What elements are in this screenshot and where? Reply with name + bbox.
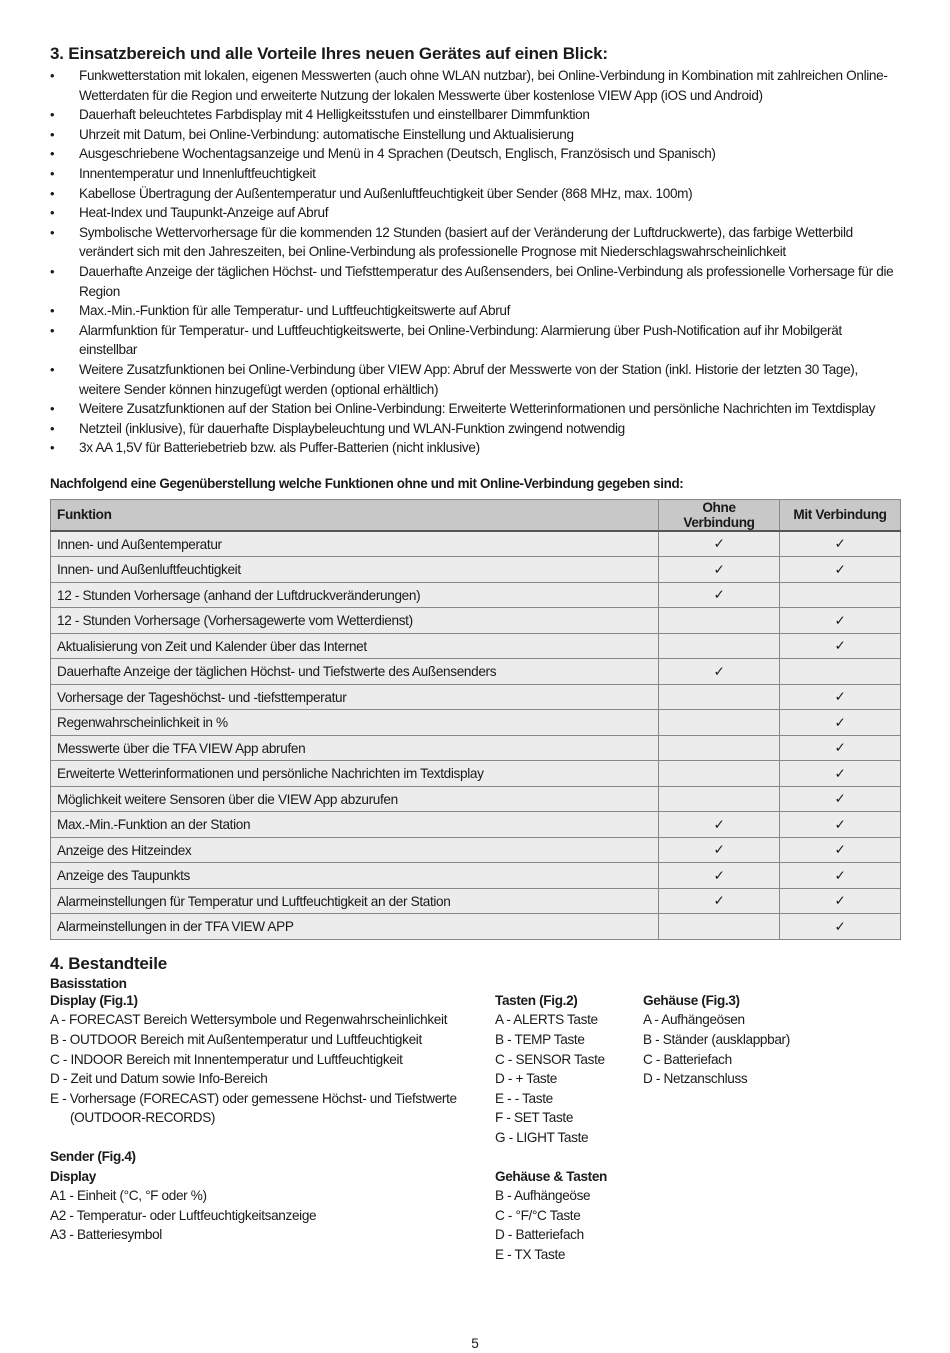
feature-text: Weitere Zusatzfunktionen auf der Station bei Online-Verbindung: Erweiterte Wetterinformationen und persönliche Nachrichten im Textdisplay xyxy=(79,401,876,417)
with-connection-cell xyxy=(780,633,901,659)
table-row xyxy=(51,914,901,940)
function-cell: Möglichkeit weitere Sensoren über die VIEW App abzurufen xyxy=(51,786,659,812)
function-cell: Alarmeinstellungen in der TFA VIEW APP xyxy=(51,914,659,940)
display-part-item: A - FORECAST Bereich Wettersymbole und Regenwahrscheinlichkeit xyxy=(50,1012,448,1028)
bullet-icon: • xyxy=(50,185,55,201)
with-connection-cell xyxy=(780,837,901,863)
table-row xyxy=(51,761,901,787)
checkmark-icon: ✓ xyxy=(834,791,846,807)
with-connection-cell xyxy=(780,863,901,889)
bullet-icon: • xyxy=(50,68,55,83)
function-cell: Anzeige des Taupunkts xyxy=(51,863,659,889)
housing-button-part-item: C - °F/°C Taste xyxy=(495,1207,581,1223)
tasten-heading: Tasten (Fig.2) xyxy=(495,992,578,1008)
section-3-title: 3. Einsatzbereich und alle Vorteile Ihres neuen Gerätes auf einen Blick: xyxy=(50,44,608,63)
bullet-icon: • xyxy=(50,107,55,123)
checkmark-icon: ✓ xyxy=(834,740,846,756)
feature-text: Funkwetterstation mit lokalen, eigenen Messwerten (auch ohne WLAN nutzbar), bei Online-Verbindung in Kombination mit zahlreichen Online-Wetterdaten für die Region und erweiterte Nutzung der lokalen Messwerte über kostenlose VIEW App (iOS und Android) xyxy=(79,68,888,103)
column-basisstation xyxy=(50,976,480,1245)
bullet-icon: • xyxy=(50,361,55,377)
feature-text: 3x AA 1,5V für Batteriebetrieb bzw. als Puffer-Batterien (nicht inklusive) xyxy=(79,440,480,456)
housing-button-part-item: D - Batteriefach xyxy=(495,1227,584,1243)
feature-list-item xyxy=(50,399,902,419)
with-connection-cell xyxy=(780,710,901,736)
sender-part-item: A3 - Batteriesymbol xyxy=(50,1227,162,1243)
with-connection-cell xyxy=(780,761,901,787)
feature-list-item xyxy=(50,66,902,105)
bullet-icon: • xyxy=(50,224,55,240)
checkmark-icon: ✓ xyxy=(834,842,846,858)
checkmark-icon: ✓ xyxy=(834,816,846,832)
feature-text: Symbolische Wettervorhersage für die kommenden 12 Stunden (basiert auf der Veränderung der Luftdruckwerte), das farbige Wetterbild verändert sich mit den Jahreszeiten, bei Online-Verbindung als professionelle Prognose mit Niederschlagswahrscheinlichkeit xyxy=(79,224,853,260)
housing-part-item: C - Batteriefach xyxy=(643,1051,732,1067)
comparison-table xyxy=(50,499,901,940)
feature-list-item xyxy=(50,301,902,321)
feature-text: Weitere Zusatzfunktionen bei Online-Verbindung über VIEW App: Abruf der Messwerte von der Station (inkl. Historie der letzten 30 Tage), weitere Sender können hinzugefügt werden (optional erhältlich) xyxy=(79,361,858,397)
without-connection-cell xyxy=(659,659,780,685)
checkmark-icon: ✓ xyxy=(834,765,846,781)
column-tasten xyxy=(495,991,640,1265)
feature-list-item xyxy=(50,360,902,399)
display-heading: Display (Fig.1) xyxy=(50,992,138,1008)
without-connection-cell xyxy=(659,761,780,787)
table-row xyxy=(51,786,901,812)
feature-text: Max.-Min.-Funktion für alle Temperatur- und Luftfeuchtigkeitswerte auf Abruf xyxy=(79,303,511,319)
with-connection-cell xyxy=(780,582,901,608)
feature-list-item xyxy=(50,438,902,458)
bullet-icon: • xyxy=(50,263,55,279)
with-connection-cell xyxy=(780,557,901,583)
function-cell: 12 - Stunden Vorhersage (anhand der Luftdruckveränderungen) xyxy=(51,582,659,608)
feature-text: Dauerhafte Anzeige der täglichen Höchst- und Tiefsttemperatur des Außensenders, bei Online-Verbindung als professionelle Vorhersage für die Region xyxy=(79,263,894,299)
function-cell: Max.-Min.-Funktion an der Station xyxy=(51,812,659,838)
button-part-item: E - - Taste xyxy=(495,1090,553,1106)
feature-text: Kabellose Übertragung der Außentemperatur und Außenluftfeuchtigkeit über Sender (868 MHz, max. 100m) xyxy=(79,185,693,201)
display-part-item: (OUTDOOR-RECORDS) xyxy=(70,1110,216,1126)
checkmark-icon: ✓ xyxy=(834,638,846,654)
table-row xyxy=(51,735,901,761)
gehaeuse-heading: Gehäuse (Fig.3) xyxy=(643,992,740,1008)
table-row xyxy=(51,531,901,557)
without-connection-cell xyxy=(659,914,780,940)
without-connection-cell xyxy=(659,557,780,583)
display-part-item: B - OUTDOOR Bereich mit Außentemperatur und Luftfeuchtigkeit xyxy=(50,1032,422,1048)
feature-text: Ausgeschriebene Wochentagsanzeige und Menü in 4 Sprachen (Deutsch, Englisch, Französisch und Spanisch) xyxy=(79,146,716,162)
without-connection-cell xyxy=(659,684,780,710)
button-part-item: B - TEMP Taste xyxy=(495,1032,585,1048)
table-row xyxy=(51,863,901,889)
sender-heading: Sender (Fig.4) xyxy=(50,1149,136,1165)
feature-list-item xyxy=(50,419,902,439)
feature-list-item xyxy=(50,321,902,360)
checkmark-icon: ✓ xyxy=(713,587,725,603)
table-row xyxy=(51,633,901,659)
button-part-item: A - ALERTS Taste xyxy=(495,1012,598,1028)
without-connection-cell xyxy=(659,710,780,736)
checkmark-icon: ✓ xyxy=(834,561,846,577)
function-cell: 12 - Stunden Vorhersage (Vorhersagewerte vom Wetterdienst) xyxy=(51,608,659,634)
checkmark-icon: ✓ xyxy=(713,561,725,577)
bullet-icon: • xyxy=(50,440,55,456)
checkmark-icon: ✓ xyxy=(713,893,725,909)
with-connection-cell xyxy=(780,531,901,557)
display-part-item: D - Zeit und Datum sowie Info-Bereich xyxy=(50,1071,268,1087)
header-function: Funktion xyxy=(51,499,659,531)
checkmark-icon: ✓ xyxy=(834,714,846,730)
function-cell: Aktualisierung von Zeit und Kalender über das Internet xyxy=(51,633,659,659)
feature-text: Uhrzeit mit Datum, bei Online-Verbindung: automatische Einstellung und Aktualisierung xyxy=(79,126,574,142)
gehaeuse-tasten-heading: Gehäuse & Tasten xyxy=(495,1168,607,1184)
table-row xyxy=(51,837,901,863)
checkmark-icon: ✓ xyxy=(834,689,846,705)
feature-list-item xyxy=(50,125,902,145)
display-part-item: E - Vorhersage (FORECAST) oder gemessene Höchst- und Tiefstwerte xyxy=(50,1090,457,1106)
housing-button-part-item: B - Aufhängeöse xyxy=(495,1188,591,1204)
feature-list-item xyxy=(50,262,902,301)
without-connection-cell xyxy=(659,735,780,761)
table-row xyxy=(51,659,901,685)
function-cell: Regenwahrscheinlichkeit in % xyxy=(51,710,659,736)
with-connection-cell xyxy=(780,735,901,761)
checkmark-icon: ✓ xyxy=(834,918,846,934)
checkmark-icon: ✓ xyxy=(713,663,725,679)
without-connection-cell xyxy=(659,812,780,838)
sender-display-heading: Display xyxy=(50,1168,96,1184)
table-row xyxy=(51,582,901,608)
page-number: 5 xyxy=(471,1336,479,1351)
column-gehaeuse xyxy=(643,991,893,1089)
with-connection-cell xyxy=(780,812,901,838)
function-cell: Innen- und Außenluftfeuchtigkeit xyxy=(51,557,659,583)
feature-list-item xyxy=(50,223,902,262)
section-4-title: 4. Bestandteile xyxy=(50,953,167,973)
without-connection-cell xyxy=(659,531,780,557)
table-row xyxy=(51,888,901,914)
without-connection-cell xyxy=(659,837,780,863)
with-connection-cell xyxy=(780,888,901,914)
without-connection-cell xyxy=(659,863,780,889)
button-part-item: F - SET Taste xyxy=(495,1110,574,1126)
with-connection-cell xyxy=(780,914,901,940)
bullet-icon: • xyxy=(50,165,55,181)
function-cell: Innen- und Außentemperatur xyxy=(51,531,659,557)
bullet-icon: • xyxy=(50,401,55,417)
basisstation-heading: Basisstation xyxy=(50,975,127,991)
function-cell: Dauerhafte Anzeige der täglichen Höchst- und Tiefstwerte des Außensenders xyxy=(51,659,659,685)
button-part-item: D - + Taste xyxy=(495,1071,558,1087)
feature-text: Heat-Index und Taupunkt-Anzeige auf Abruf xyxy=(79,205,329,221)
checkmark-icon: ✓ xyxy=(834,612,846,628)
housing-part-item: A - Aufhängeösen xyxy=(643,1012,745,1028)
table-row xyxy=(51,608,901,634)
header-without-connection: Ohne Verbindung xyxy=(659,499,780,531)
table-row xyxy=(51,710,901,736)
feature-list-item xyxy=(50,164,902,184)
housing-button-part-item: E - TX Taste xyxy=(495,1247,566,1262)
checkmark-icon: ✓ xyxy=(834,893,846,909)
with-connection-cell xyxy=(780,608,901,634)
button-part-item: G - LIGHT Taste xyxy=(495,1130,589,1146)
feature-list-item xyxy=(50,105,902,125)
housing-part-item: D - Netzanschluss xyxy=(643,1071,748,1087)
housing-part-item: B - Ständer (ausklappbar) xyxy=(643,1032,790,1048)
function-cell: Erweiterte Wetterinformationen und persönliche Nachrichten im Textdisplay xyxy=(51,761,659,787)
table-header-row xyxy=(51,499,901,531)
table-row xyxy=(51,812,901,838)
feature-list-item xyxy=(50,184,902,204)
checkmark-icon: ✓ xyxy=(713,816,725,832)
without-connection-cell xyxy=(659,786,780,812)
function-cell: Anzeige des Hitzeindex xyxy=(51,837,659,863)
sender-part-item: A2 - Temperatur- oder Luftfeuchtigkeitsanzeige xyxy=(50,1207,317,1223)
feature-list-item xyxy=(50,203,902,223)
with-connection-cell xyxy=(780,684,901,710)
bullet-icon: • xyxy=(50,146,55,162)
with-connection-cell xyxy=(780,786,901,812)
without-connection-cell xyxy=(659,582,780,608)
sender-part-item: A1 - Einheit (°C, °F oder %) xyxy=(50,1188,207,1204)
display-part-item: C - INDOOR Bereich mit Innentemperatur und Luftfeuchtigkeit xyxy=(50,1051,403,1067)
without-connection-cell xyxy=(659,608,780,634)
feature-text: Netzteil (inklusive), für dauerhafte Displaybeleuchtung und WLAN-Funktion zwingend notwendig xyxy=(79,420,625,436)
feature-text: Innentemperatur und Innenluftfeuchtigkeit xyxy=(79,165,316,181)
function-cell: Alarmeinstellungen für Temperatur und Luftfeuchtigkeit an der Station xyxy=(51,888,659,914)
feature-text: Alarmfunktion für Temperatur- und Luftfeuchtigkeitswerte, bei Online-Verbindung: Alarmierung über Push-Notification auf ihr Mobilgerät einstellbar xyxy=(79,322,842,358)
table-intro: Nachfolgend eine Gegenüberstellung welche Funktionen ohne und mit Online-Verbindung gegeben sind: xyxy=(50,475,684,491)
checkmark-icon: ✓ xyxy=(834,867,846,883)
without-connection-cell xyxy=(659,633,780,659)
button-part-item: C - SENSOR Taste xyxy=(495,1051,605,1067)
bullet-icon: • xyxy=(50,420,55,436)
function-cell: Messwerte über die TFA VIEW App abrufen xyxy=(51,735,659,761)
table-row xyxy=(51,557,901,583)
page-content xyxy=(50,44,902,1284)
bullet-icon: • xyxy=(50,322,55,338)
bullet-icon: • xyxy=(50,205,55,221)
feature-list xyxy=(50,66,902,458)
table-row xyxy=(51,684,901,710)
function-cell: Vorhersage der Tageshöchst- und -tiefsttemperatur xyxy=(51,684,659,710)
feature-text: Dauerhaft beleuchtetes Farbdisplay mit 4 Helligkeitsstufen und einstellbarer Dimmfunktion xyxy=(79,107,590,123)
without-connection-cell xyxy=(659,888,780,914)
checkmark-icon: ✓ xyxy=(713,867,725,883)
with-connection-cell xyxy=(780,659,901,685)
feature-list-item xyxy=(50,144,902,164)
bullet-icon: • xyxy=(50,126,55,142)
checkmark-icon: ✓ xyxy=(713,536,725,552)
header-with-connection: Mit Verbindung xyxy=(780,499,901,531)
checkmark-icon: ✓ xyxy=(713,842,725,858)
checkmark-icon: ✓ xyxy=(834,536,846,552)
bullet-icon: • xyxy=(50,303,55,319)
